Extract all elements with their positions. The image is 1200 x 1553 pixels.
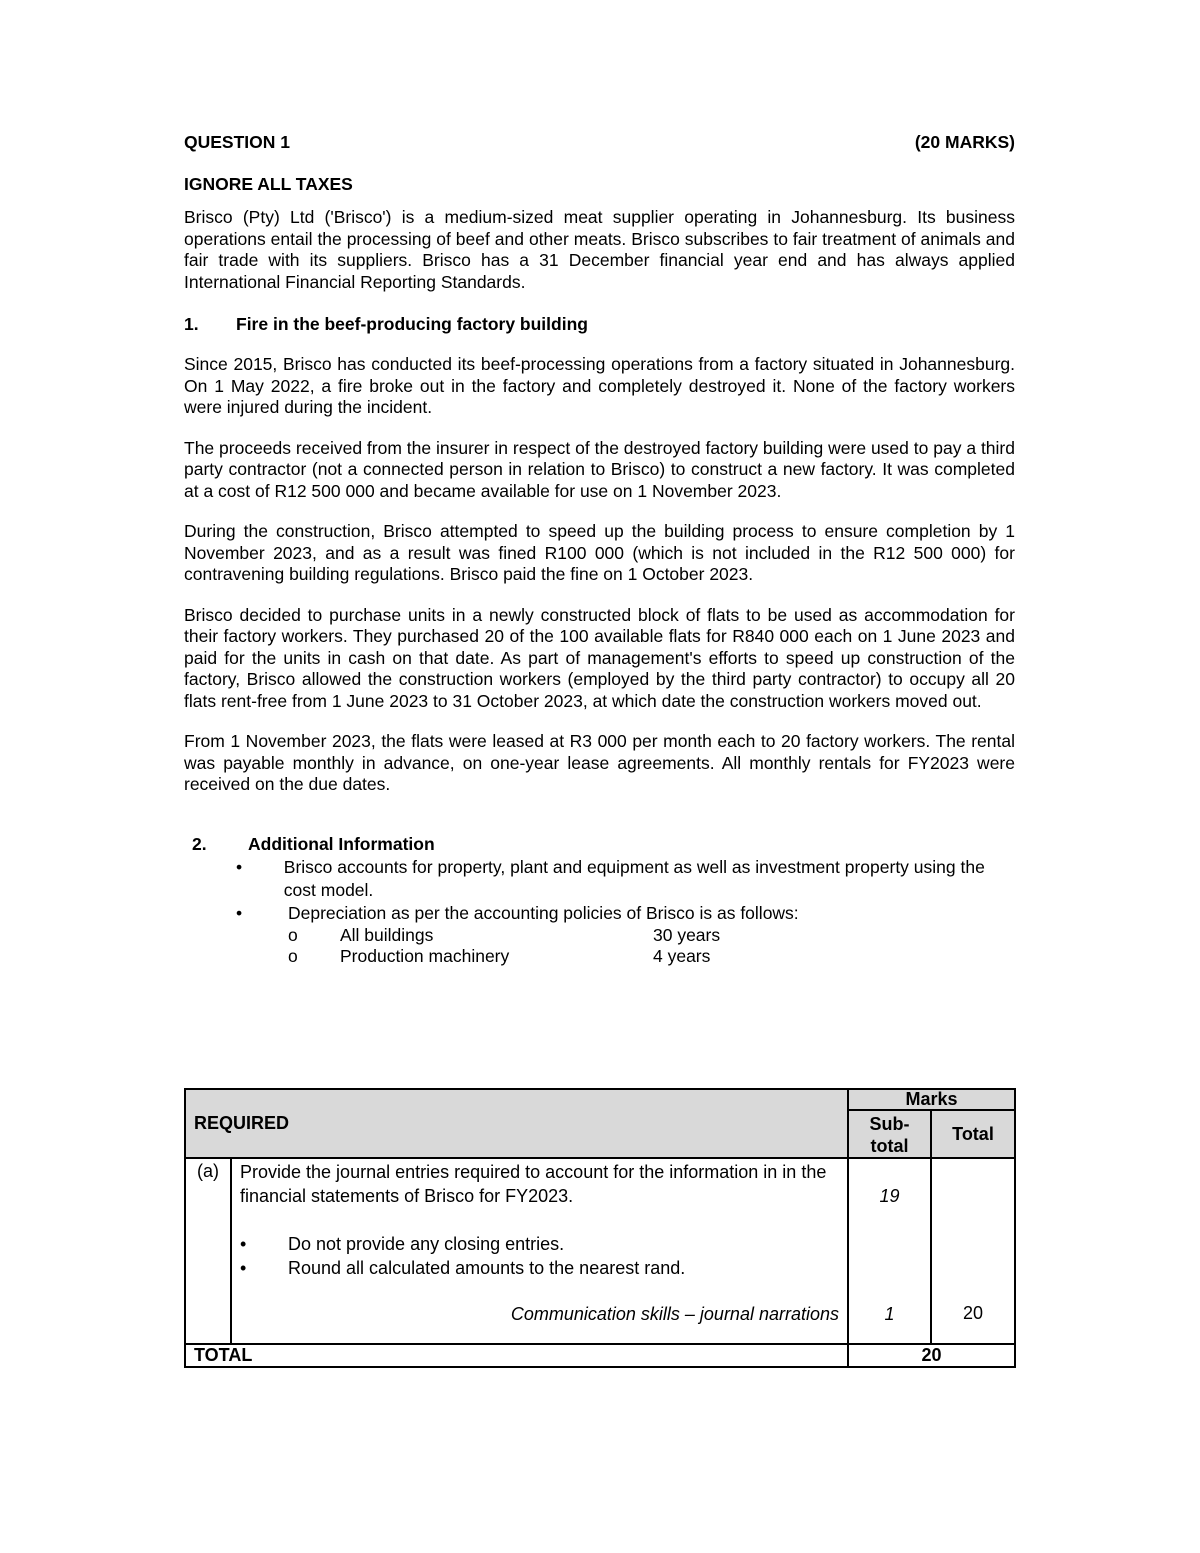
- depreciation-item: All buildings: [340, 924, 434, 945]
- section-1-paragraph: From 1 November 2023, the flats were leased at R3 000 per month each to 20 factory workers. The rental was payable monthly in advance, on one-year lease agreements. All monthly rentals for FY2023 were received on the due dates.: [184, 731, 1015, 794]
- list-item: [236, 902, 1015, 925]
- total-label: TOTAL: [185, 1344, 848, 1367]
- question-header: [184, 130, 1015, 154]
- depreciation-period: 4 years: [653, 945, 711, 966]
- note-item: [240, 1256, 839, 1280]
- section-1-paragraph: The proceeds received from the insurer in respect of the destroyed factory building were used to pay a third party contractor (not a connected person in relation to Brisco) to construct a new factory. It was completed at a cost of R12 500 000 and became available for use on 1 November 2023.: [184, 437, 1015, 501]
- required-table: [184, 1088, 1016, 1368]
- intro-paragraph: Brisco (Pty) Ltd ('Brisco') is a medium-sized meat supplier operating in Johannesburg. Its business operations entail the processing of beef and other meats. Brisco subscribes to fair treatment of animals and fair trade with its suppliers. Brisco has a 31 December financial year end and has always applied International Financial Reporting Standards.: [184, 207, 1015, 292]
- communication-skills-text: Communication skills – journal narrations: [510, 1304, 839, 1324]
- depreciation-row: [288, 946, 1015, 967]
- sub-bullet-icon: o: [288, 945, 298, 966]
- subtotal-header: Sub-total: [848, 1110, 931, 1158]
- sub-bullet-icon: o: [288, 924, 298, 945]
- question-marks: (20 MARKS): [914, 132, 1015, 152]
- total-header: Total: [931, 1110, 1015, 1158]
- note-item: [240, 1232, 839, 1256]
- question-page: [184, 130, 1015, 967]
- depreciation-period: 30 years: [653, 924, 721, 945]
- bullet-icon: •: [236, 856, 243, 877]
- ignore-taxes-note: IGNORE ALL TAXES: [184, 174, 353, 194]
- depreciation-row: [288, 925, 1015, 946]
- instruction-text: Provide the journal entries required to account for the information in in the financial statements of Brisco for FY2023.: [240, 1162, 827, 1206]
- communication-subtotal: 1: [884, 1304, 895, 1324]
- section-1-paragraph: Brisco decided to purchase units in a newly constructed block of flats to be used as accommodation for their factory workers. They purchased 20 of the 100 available flats for R840 000 each on 1 June 2023 and paid for the units in cash on that date. As part of management's efforts to speed up construction of the factory, Brisco allowed the construction workers (employed by the third party contractor) to occupy all 20 flats rent-free from 1 June 2023 to 31 October 2023, at which date the construction workers moved out.: [184, 604, 1015, 711]
- instruction-subtotal: 19: [879, 1186, 900, 1206]
- section-2-title: Additional Information: [248, 833, 435, 854]
- depreciation-item: Production machinery: [340, 945, 510, 966]
- additional-info-list: [236, 856, 1015, 967]
- bullet-icon: •: [236, 902, 243, 923]
- total-cell: [931, 1158, 1015, 1344]
- section-1-title: Fire in the beef-producing factory building: [236, 314, 588, 334]
- bullet-icon: •: [240, 1234, 247, 1254]
- required-label: REQUIRED: [185, 1089, 848, 1158]
- question-title: QUESTION 1: [184, 132, 290, 152]
- section-1-heading: [184, 312, 1015, 336]
- marks-header: Marks: [848, 1089, 1015, 1110]
- note-text: Do not provide any closing entries.: [288, 1234, 565, 1254]
- section-2-number: 2.: [192, 833, 207, 854]
- bullet-icon: •: [240, 1258, 247, 1278]
- list-item-text: Depreciation as per the accounting policies of Brisco is as follows:: [288, 902, 799, 923]
- part-label: (a): [185, 1158, 231, 1344]
- list-item-text: Brisco accounts for property, plant and equipment as well as investment property using the cost model.: [283, 856, 985, 900]
- section-1-number: 1.: [184, 314, 199, 334]
- section-2-heading: [184, 832, 1015, 856]
- section-1-paragraph: Since 2015, Brisco has conducted its beef-processing operations from a factory situated in Johannesburg. On 1 May 2022, a fire broke out in the factory and completely destroyed it. None of the factory workers were injured during the incident.: [184, 354, 1015, 417]
- part-content: [231, 1158, 848, 1344]
- depreciation-list: [288, 925, 1015, 967]
- part-total: 20: [962, 1303, 984, 1323]
- list-item: [236, 856, 1015, 902]
- note-text: Round all calculated amounts to the nearest rand.: [288, 1258, 686, 1278]
- section-1-paragraph: During the construction, Brisco attempted to speed up the building process to ensure completion by 1 November 2023, and as a result was fined R100 000 (which is not included in the R12 500 000) for contravening building regulations. Brisco paid the fine on 1 October 2023.: [184, 521, 1015, 584]
- subtotal-cell: [848, 1158, 931, 1344]
- grand-total: 20: [848, 1344, 1015, 1367]
